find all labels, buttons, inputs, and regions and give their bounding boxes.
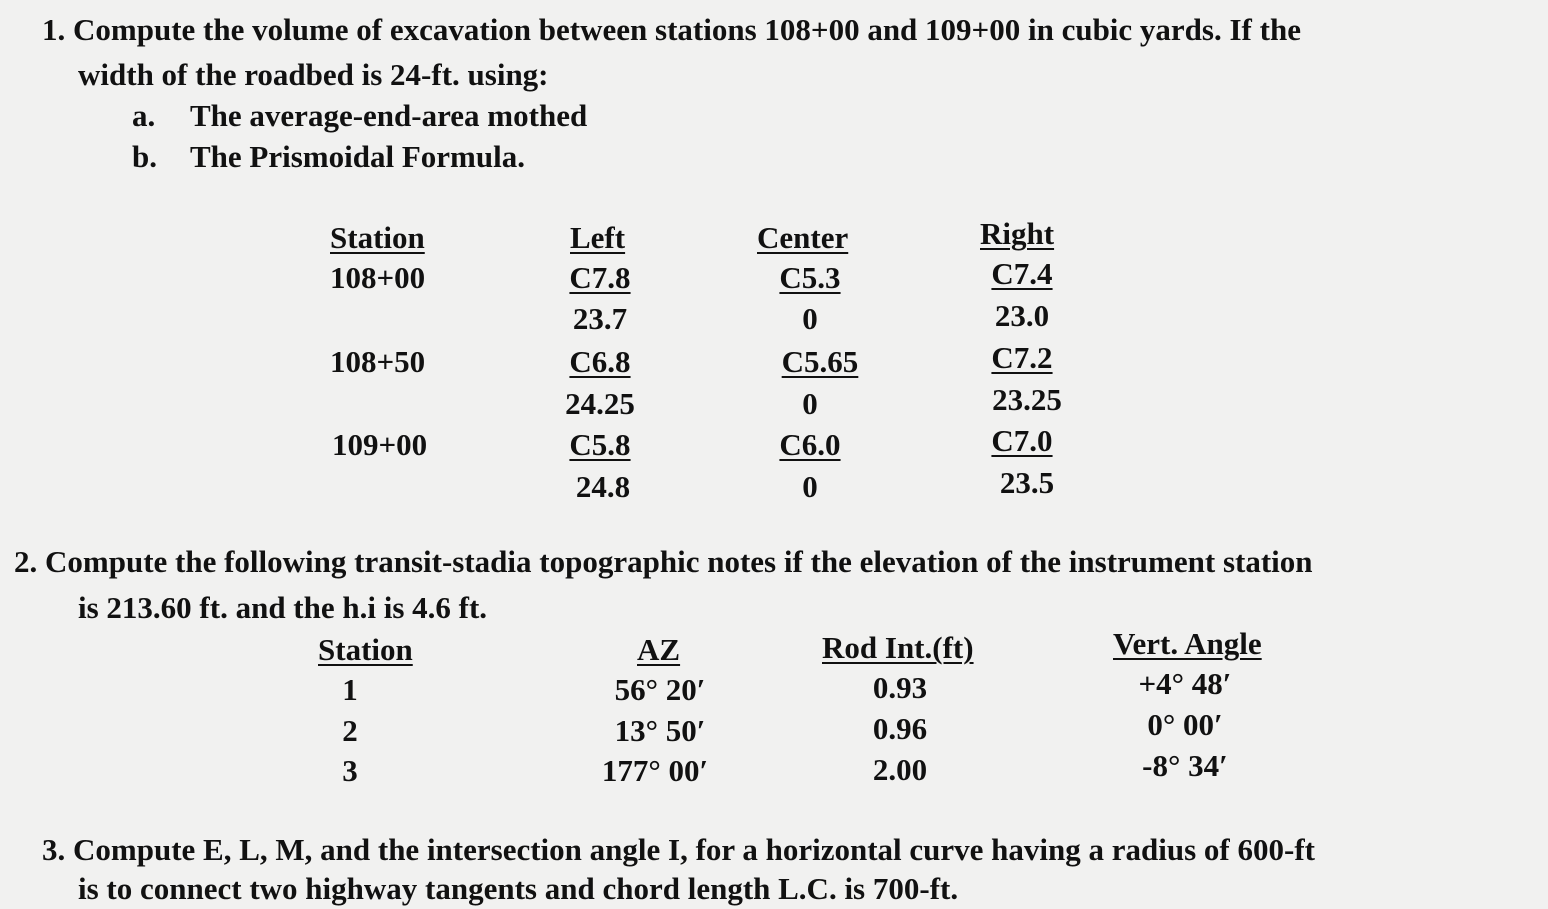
q1-row2-right-cut: C7.2 [991,340,1053,375]
q2-row3-station: 3 [342,753,358,788]
q1-row2-station: 108+50 [330,344,426,379]
q2-row1-az: 56° 20′ [614,672,706,707]
q1-row2-left-dist: 24.25 [565,386,635,421]
q2-row3-vert-angle: -8° 34′ [1142,748,1228,783]
q1-row3-center-dist: 0 [802,469,818,504]
q3-line1: 3. Compute E, L, M, and the intersection angle I, for a horizontal curve having a radius of 600-ft [42,832,1315,867]
q2-row3-az: 177° 00′ [601,753,709,788]
q1-row1-station: 108+00 [330,260,426,295]
q2-row2-az: 13° 50′ [614,713,706,748]
q1-b-label: b. [132,139,157,174]
q3-line2: is to connect two highway tangents and chord length L.C. is 700-ft. [78,871,959,906]
q1-row1-center-dist: 0 [802,301,818,336]
q2-row2-vert-angle: 0° 00′ [1147,707,1223,742]
q1-header-right: Right [980,216,1055,251]
q2-header-station: Station [318,632,413,667]
q1-row1-right-dist: 23.0 [994,298,1050,333]
q1-row1-left-cut: C7.8 [569,260,631,295]
q1-header-station: Station [330,220,425,255]
q1-row2-center-cut: C5.65 [781,344,859,379]
q1-row3-left-dist: 24.8 [575,469,631,504]
q2-header-vert-angle: Vert. Angle [1113,626,1262,661]
q1-row3-left-cut: C5.8 [569,427,631,462]
q1-header-center: Center [757,220,849,255]
q1-header-left: Left [570,220,626,255]
q1-row3-right-dist: 23.5 [999,465,1055,500]
q2-row1-vert-angle: +4° 48′ [1138,666,1232,701]
q1-row1-left-dist: 23.7 [572,301,628,336]
q1-a-label: a. [132,98,156,133]
q2-row2-station: 2 [342,713,358,748]
q1-line1: 1. Compute the volume of excavation between stations 108+00 and 109+00 in cubic yards. If the [42,12,1301,47]
q2-row3-rod-int: 2.00 [872,752,928,787]
q1-b-text: The Prismoidal Formula. [190,139,525,174]
q2-line1: 2. Compute the following transit-stadia topographic notes if the elevation of the instrument station [14,544,1313,579]
q1-a-text: The average-end-area mothed [190,98,588,133]
q2-header-az: AZ [637,632,681,667]
q1-row2-right-dist: 23.25 [992,382,1062,417]
q1-row2-left-cut: C6.8 [569,344,631,379]
q2-row2-rod-int: 0.96 [872,711,928,746]
q1-row2-center-dist: 0 [802,386,818,421]
q1-line2: width of the roadbed is 24-ft. using: [78,57,549,92]
q2-line2: is 213.60 ft. and the h.i is 4.6 ft. [78,590,488,625]
q1-row3-right-cut: C7.0 [991,423,1053,458]
q1-row3-station: 109+00 [332,427,428,462]
q2-row1-rod-int: 0.93 [872,670,928,705]
q1-row1-center-cut: C5.3 [779,260,841,295]
q2-header-rod-int: Rod Int.(ft) [822,630,974,665]
q1-row3-center-cut: C6.0 [779,427,841,462]
q2-row1-station: 1 [342,672,358,707]
q1-row1-right-cut: C7.4 [991,256,1053,291]
